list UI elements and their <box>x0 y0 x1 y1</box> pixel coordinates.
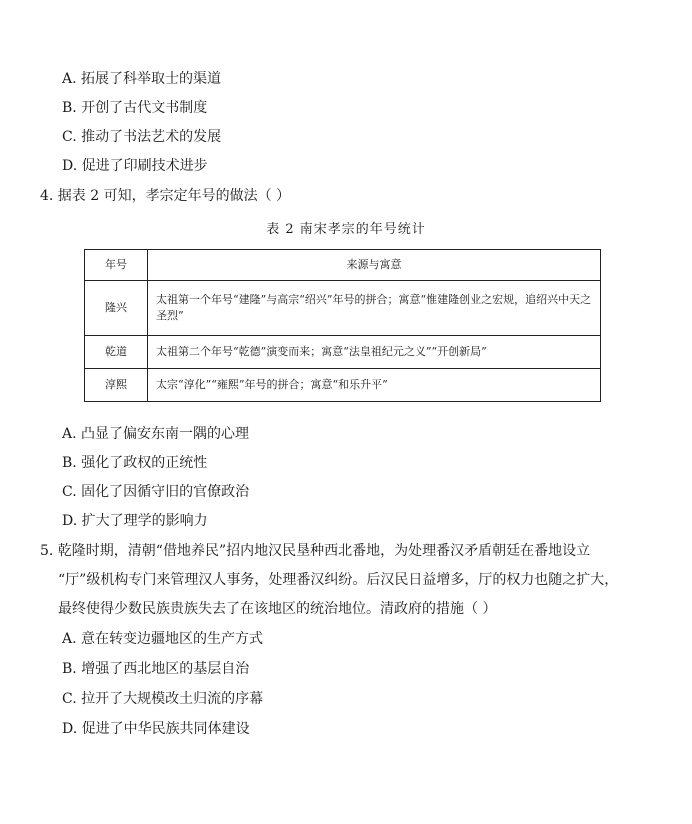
origin-meaning-cell: 太宗“淳化”“雍熙”年号的拼合；寓意“和乐升平” <box>148 369 601 402</box>
table-row <box>85 281 601 336</box>
reign-title-cell: 隆兴 <box>85 281 148 336</box>
table-caption: 表 2 南宋孝宗的年号统计 <box>266 222 426 237</box>
reign-title-cell: 淳熙 <box>85 369 148 402</box>
q5-option-c: C. 拉开了大规模改土归流的序幕 <box>62 691 264 707</box>
q4-stem: 4. 据表 2 可知，孝宗定年号的做法（ ） <box>40 188 291 204</box>
q4-option-c: C. 固化了因循守旧的官僚政治 <box>62 484 250 500</box>
origin-meaning-cell: 太祖第二个年号“乾德”演变而来；寓意“法皇祖纪元之义”“开创新局” <box>148 336 601 369</box>
q5-stem-line-1: 5. 乾隆时期，清朝“借地养民”招内地汉民垦种西北番地，为处理番汉矛盾朝廷在番地设立 <box>40 543 591 559</box>
q4-option-b: B. 强化了政权的正统性 <box>62 455 208 471</box>
table-row <box>85 336 601 369</box>
q3-option-d: D. 促进了印刷技术进步 <box>62 158 208 174</box>
q5-stem-line-2: “厅”级机构专门来管理汉人事务，处理番汉纠纷。后汉民日益增多，厅的权力也随之扩大， <box>58 572 619 588</box>
header-origin-meaning: 来源与寓意 <box>148 250 601 281</box>
reign-title-cell: 乾道 <box>85 336 148 369</box>
header-reign-title: 年号 <box>85 250 148 281</box>
q3-option-b: B. 开创了古代文书制度 <box>62 100 208 116</box>
q5-option-d: D. 促进了中华民族共同体建设 <box>62 721 250 737</box>
reign-title-table <box>84 249 601 402</box>
q5-option-b: B. 增强了西北地区的基层自治 <box>62 661 250 677</box>
q5-option-a: A. 意在转变边疆地区的生产方式 <box>62 631 264 647</box>
q3-option-c: C. 推动了书法艺术的发展 <box>62 129 222 145</box>
q5-stem-line-3: 最终使得少数民族贵族失去了在该地区的统治地位。清政府的措施（ ） <box>58 601 497 617</box>
q3-option-a: A. 拓展了科举取士的渠道 <box>62 71 222 87</box>
origin-meaning-cell: 太祖第一个年号“建隆”与高宗“绍兴”年号的拼合；寓意“惟建隆创业之宏规，追绍兴中天之圣烈” <box>148 281 601 336</box>
table-row <box>85 369 601 402</box>
q4-option-a: A. 凸显了偏安东南一隅的心理 <box>62 426 250 442</box>
q4-option-d: D. 扩大了理学的影响力 <box>62 513 208 529</box>
table-header-row <box>85 250 601 281</box>
